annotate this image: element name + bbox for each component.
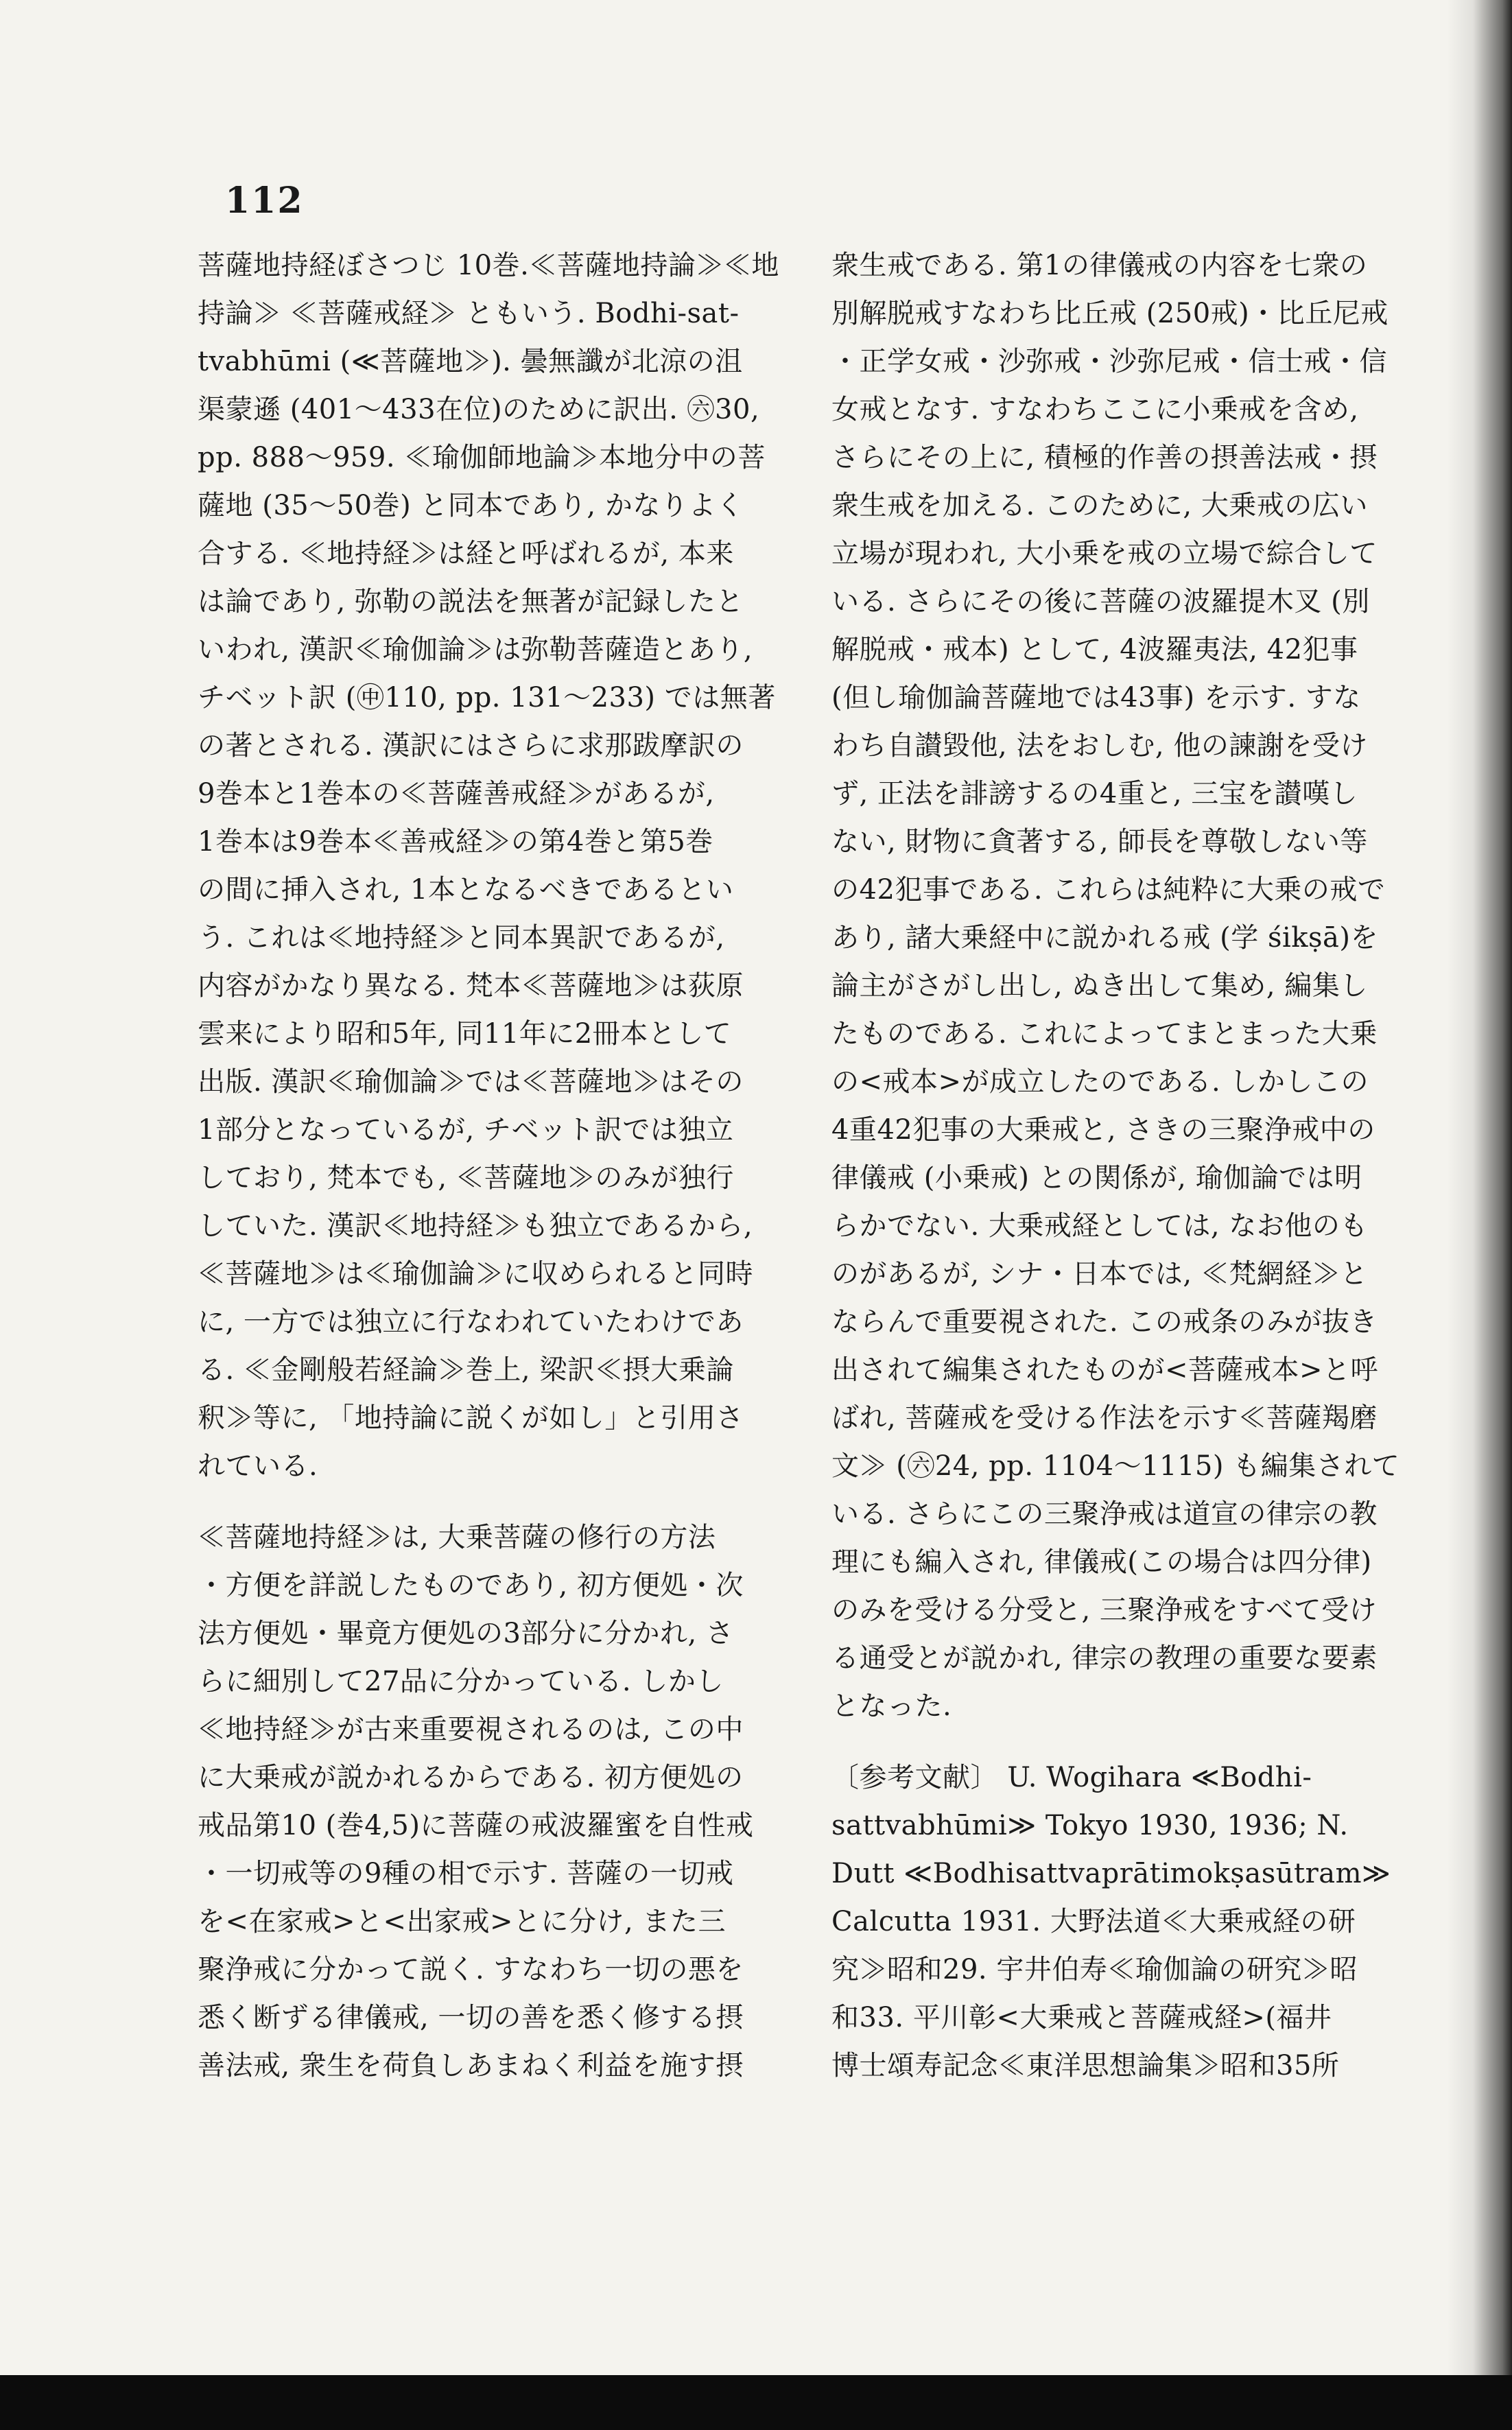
right-column-line: 4重42犯事の大乗戒と, さきの三聚浄戒中の	[831, 1114, 1375, 1146]
left-column-line: らに細別して27品に分かっている. しかし	[198, 1666, 724, 1697]
paragraph-gap	[198, 1490, 812, 1513]
page-edge-shadow	[1447, 0, 1512, 2430]
left-column-line: に, 一方では独立に行なわれていたわけであ	[198, 1306, 744, 1338]
right-column-line: 律儀戒 (小乗戒) との関係が, 瑜伽論では明	[831, 1162, 1362, 1194]
left-column-line: 薩地 (35～50巻) と同本であり, かなりよく	[198, 490, 744, 521]
left-column-line: れている.	[198, 1450, 318, 1482]
right-column-line: となった.	[831, 1690, 952, 1722]
left-column-line: ≪地持経≫が古来重要視されるのは, この中	[198, 1714, 744, 1745]
right-column-line: ・正学女戒・沙弥戒・沙弥尼戒・信士戒・信	[831, 346, 1387, 377]
right-column-line: たものである. これによってまとまった大乗	[831, 1018, 1378, 1050]
left-column-line: しており, 梵本でも, ≪菩薩地≫のみが独行	[198, 1162, 734, 1194]
right-column-line: いる. さらにその後に菩薩の波羅提木叉 (別	[831, 586, 1370, 617]
right-column-line: ならんで重要視された. この戒条のみが抜き	[831, 1306, 1378, 1338]
right-column-line: 出されて編集されたものが<菩薩戒本>と呼	[831, 1354, 1379, 1386]
left-column-line: 菩薩地持経ぼさつじ 10巻.≪菩薩地持論≫≪地	[198, 250, 779, 281]
left-column-line: ≪菩薩地≫は≪瑜伽論≫に収められると同時	[198, 1258, 753, 1290]
left-column-line: は論であり, 弥勒の説法を無著が記録したと	[198, 586, 744, 617]
right-column	[831, 241, 1445, 2090]
left-column-line: 聚浄戒に分かって説く. すなわち一切の悪を	[198, 1954, 744, 1985]
right-column-line: いる. さらにこの三聚浄戒は道宣の律宗の教	[831, 1498, 1378, 1530]
left-column-line: 内容がかなり異なる. 梵本≪菩薩地≫は荻原	[198, 970, 744, 1002]
left-column-line: 出版. 漢訳≪瑜伽論≫では≪菩薩地≫はその	[198, 1066, 744, 1098]
right-column-line: 衆生戒である. 第1の律儀戒の内容を七衆の	[831, 250, 1368, 281]
left-column-line: の著とされる. 漢訳にはさらに求那跋摩訳の	[198, 730, 744, 762]
page-number: 112	[225, 180, 304, 222]
paragraph-gap	[831, 1730, 1445, 1754]
left-column-line: チベット訳 (㊥110, pp. 131～233) では無著	[198, 682, 776, 713]
right-column-line: 別解脱戒すなわち比丘戒 (250戒)・比丘尼戒	[831, 298, 1389, 329]
right-column-line: (但し瑜伽論菩薩地では43事) を示す. すな	[831, 682, 1361, 713]
right-column-line: 究≫昭和29. 宇井伯寿≪瑜伽論の研究≫昭	[831, 1954, 1358, 1985]
left-column-line: 善法戒, 衆生を荷負しあまねく利益を施す摂	[198, 2050, 744, 2081]
right-column-line: ず, 正法を誹謗するの4重と, 三宝を讃嘆し	[831, 778, 1358, 810]
right-column-line: さらにその上に, 積極的作善の摂善法戒・摂	[831, 442, 1378, 473]
right-column-line: 衆生戒を加える. このために, 大乗戒の広い	[831, 490, 1368, 521]
right-column-line: 理にも編入され, 律儀戒(この場合は四分律)	[831, 1546, 1372, 1578]
left-column-line: を<在家戒>と<出家戒>とに分け, また三	[198, 1906, 726, 1937]
right-column-line: あり, 諸大乗経中に説かれる戒 (学 śikṣā)を	[831, 922, 1379, 954]
right-column-line: 博士頌寿記念≪東洋思想論集≫昭和35所	[831, 2050, 1340, 2081]
right-column-line: Dutt ≪Bodhisattvaprātimokṣasūtram≫	[831, 1858, 1391, 1889]
right-column-line: の<戒本>が成立したのである. しかしこの	[831, 1066, 1369, 1098]
left-column-line: ≪菩薩地持経≫は, 大乗菩薩の修行の方法	[198, 1522, 716, 1553]
right-column-line: のがあるが, シナ・日本では, ≪梵網経≫と	[831, 1258, 1368, 1290]
right-column-line: 和33. 平川彰<大乗戒と菩薩戒経>(福井	[831, 2002, 1332, 2033]
scan-bottom-border	[0, 2375, 1512, 2430]
left-column-line: 持論≫ ≪菩薩戒経≫ ともいう. Bodhi-sat-	[198, 298, 740, 329]
right-column-line: 〔参考文献〕 U. Wogihara ≪Bodhi-	[831, 1762, 1312, 1793]
left-column	[198, 241, 812, 2090]
left-column-line: pp. 888～959. ≪瑜伽師地論≫本地分中の菩	[198, 442, 766, 473]
left-column-line: 9巻本と1巻本の≪菩薩善戒経≫があるが,	[198, 778, 715, 810]
right-column-line: らかでない. 大乗戒経としては, なお他のも	[831, 1210, 1368, 1242]
left-column-line: 雲来により昭和5年, 同11年に2冊本として	[198, 1018, 732, 1050]
left-column-line: していた. 漢訳≪地持経≫も独立であるから,	[198, 1210, 753, 1242]
right-column-line: Calcutta 1931. 大野法道≪大乗戒経の研	[831, 1906, 1356, 1937]
left-column-line: の間に挿入され, 1本となるべきであるとい	[198, 874, 734, 906]
right-column-line: 立場が現われ, 大小乗を戒の立場で綜合して	[831, 538, 1378, 569]
right-column-line: 論主がさがし出し, ぬき出して集め, 編集し	[831, 970, 1368, 1002]
right-column-line: のみを受ける分受と, 三聚浄戒をすべて受け	[831, 1594, 1378, 1626]
left-column-line: る. ≪金剛般若経論≫巻上, 梁訳≪摂大乗論	[198, 1354, 734, 1386]
left-column-line: 戒品第10 (巻4,5)に菩薩の戒波羅蜜を自性戒	[198, 1810, 754, 1841]
left-column-line: に大乗戒が説かれるからである. 初方便処の	[198, 1762, 744, 1793]
right-column-line: 女戒となす. すなわちここに小乗戒を含め,	[831, 394, 1359, 425]
left-column-line: 悉く断ずる律儀戒, 一切の善を悉く修する摂	[198, 2002, 744, 2033]
left-column-line: ・方便を詳説したものであり, 初方便処・次	[198, 1570, 744, 1601]
right-column-line: の42犯事である. これらは純粋に大乗の戒で	[831, 874, 1386, 906]
left-column-line: 合する. ≪地持経≫は経と呼ばれるが, 本来	[198, 538, 734, 569]
left-column-line: う. これは≪地持経≫と同本異訳であるが,	[198, 922, 725, 954]
left-column-line: いわれ, 漢訳≪瑜伽論≫は弥勒菩薩造とあり,	[198, 634, 753, 665]
left-column-line: tvabhūmi (≪菩薩地≫). 曇無讖が北涼の沮	[198, 346, 743, 377]
right-column-line: わち自讃毀他, 法をおしむ, 他の諫謝を受け	[831, 730, 1368, 762]
left-column-line: 1巻本は9巻本≪善戒経≫の第4巻と第5巻	[198, 826, 713, 858]
left-column-line: ・一切戒等の9種の相で示す. 菩薩の一切戒	[198, 1858, 734, 1889]
right-column-line: ない, 財物に貪著する, 師長を尊敬しない等	[831, 826, 1368, 858]
left-column-line: 渠蒙遜 (401～433在位)のために訳出. ㊅30,	[198, 394, 760, 425]
right-column-line: る通受とが説かれ, 律宗の教理の重要な要素	[831, 1642, 1378, 1674]
left-column-line: 1部分となっているが, チベット訳では独立	[198, 1114, 734, 1146]
right-column-line: 文≫ (㊅24, pp. 1104～1115) も編集されて	[831, 1450, 1400, 1482]
right-column-line: sattvabhūmi≫ Tokyo 1930, 1936; N.	[831, 1810, 1349, 1841]
right-column-line: ばれ, 菩薩戒を受ける作法を示す≪菩薩羯磨	[831, 1402, 1378, 1434]
right-column-line: 解脱戒・戒本) として, 4波羅夷法, 42犯事	[831, 634, 1358, 665]
left-column-line: 法方便処・畢竟方便処の3部分に分かれ, さ	[198, 1618, 734, 1649]
left-column-line: 釈≫等に, 「地持論に説くが如し」と引用さ	[198, 1402, 744, 1434]
